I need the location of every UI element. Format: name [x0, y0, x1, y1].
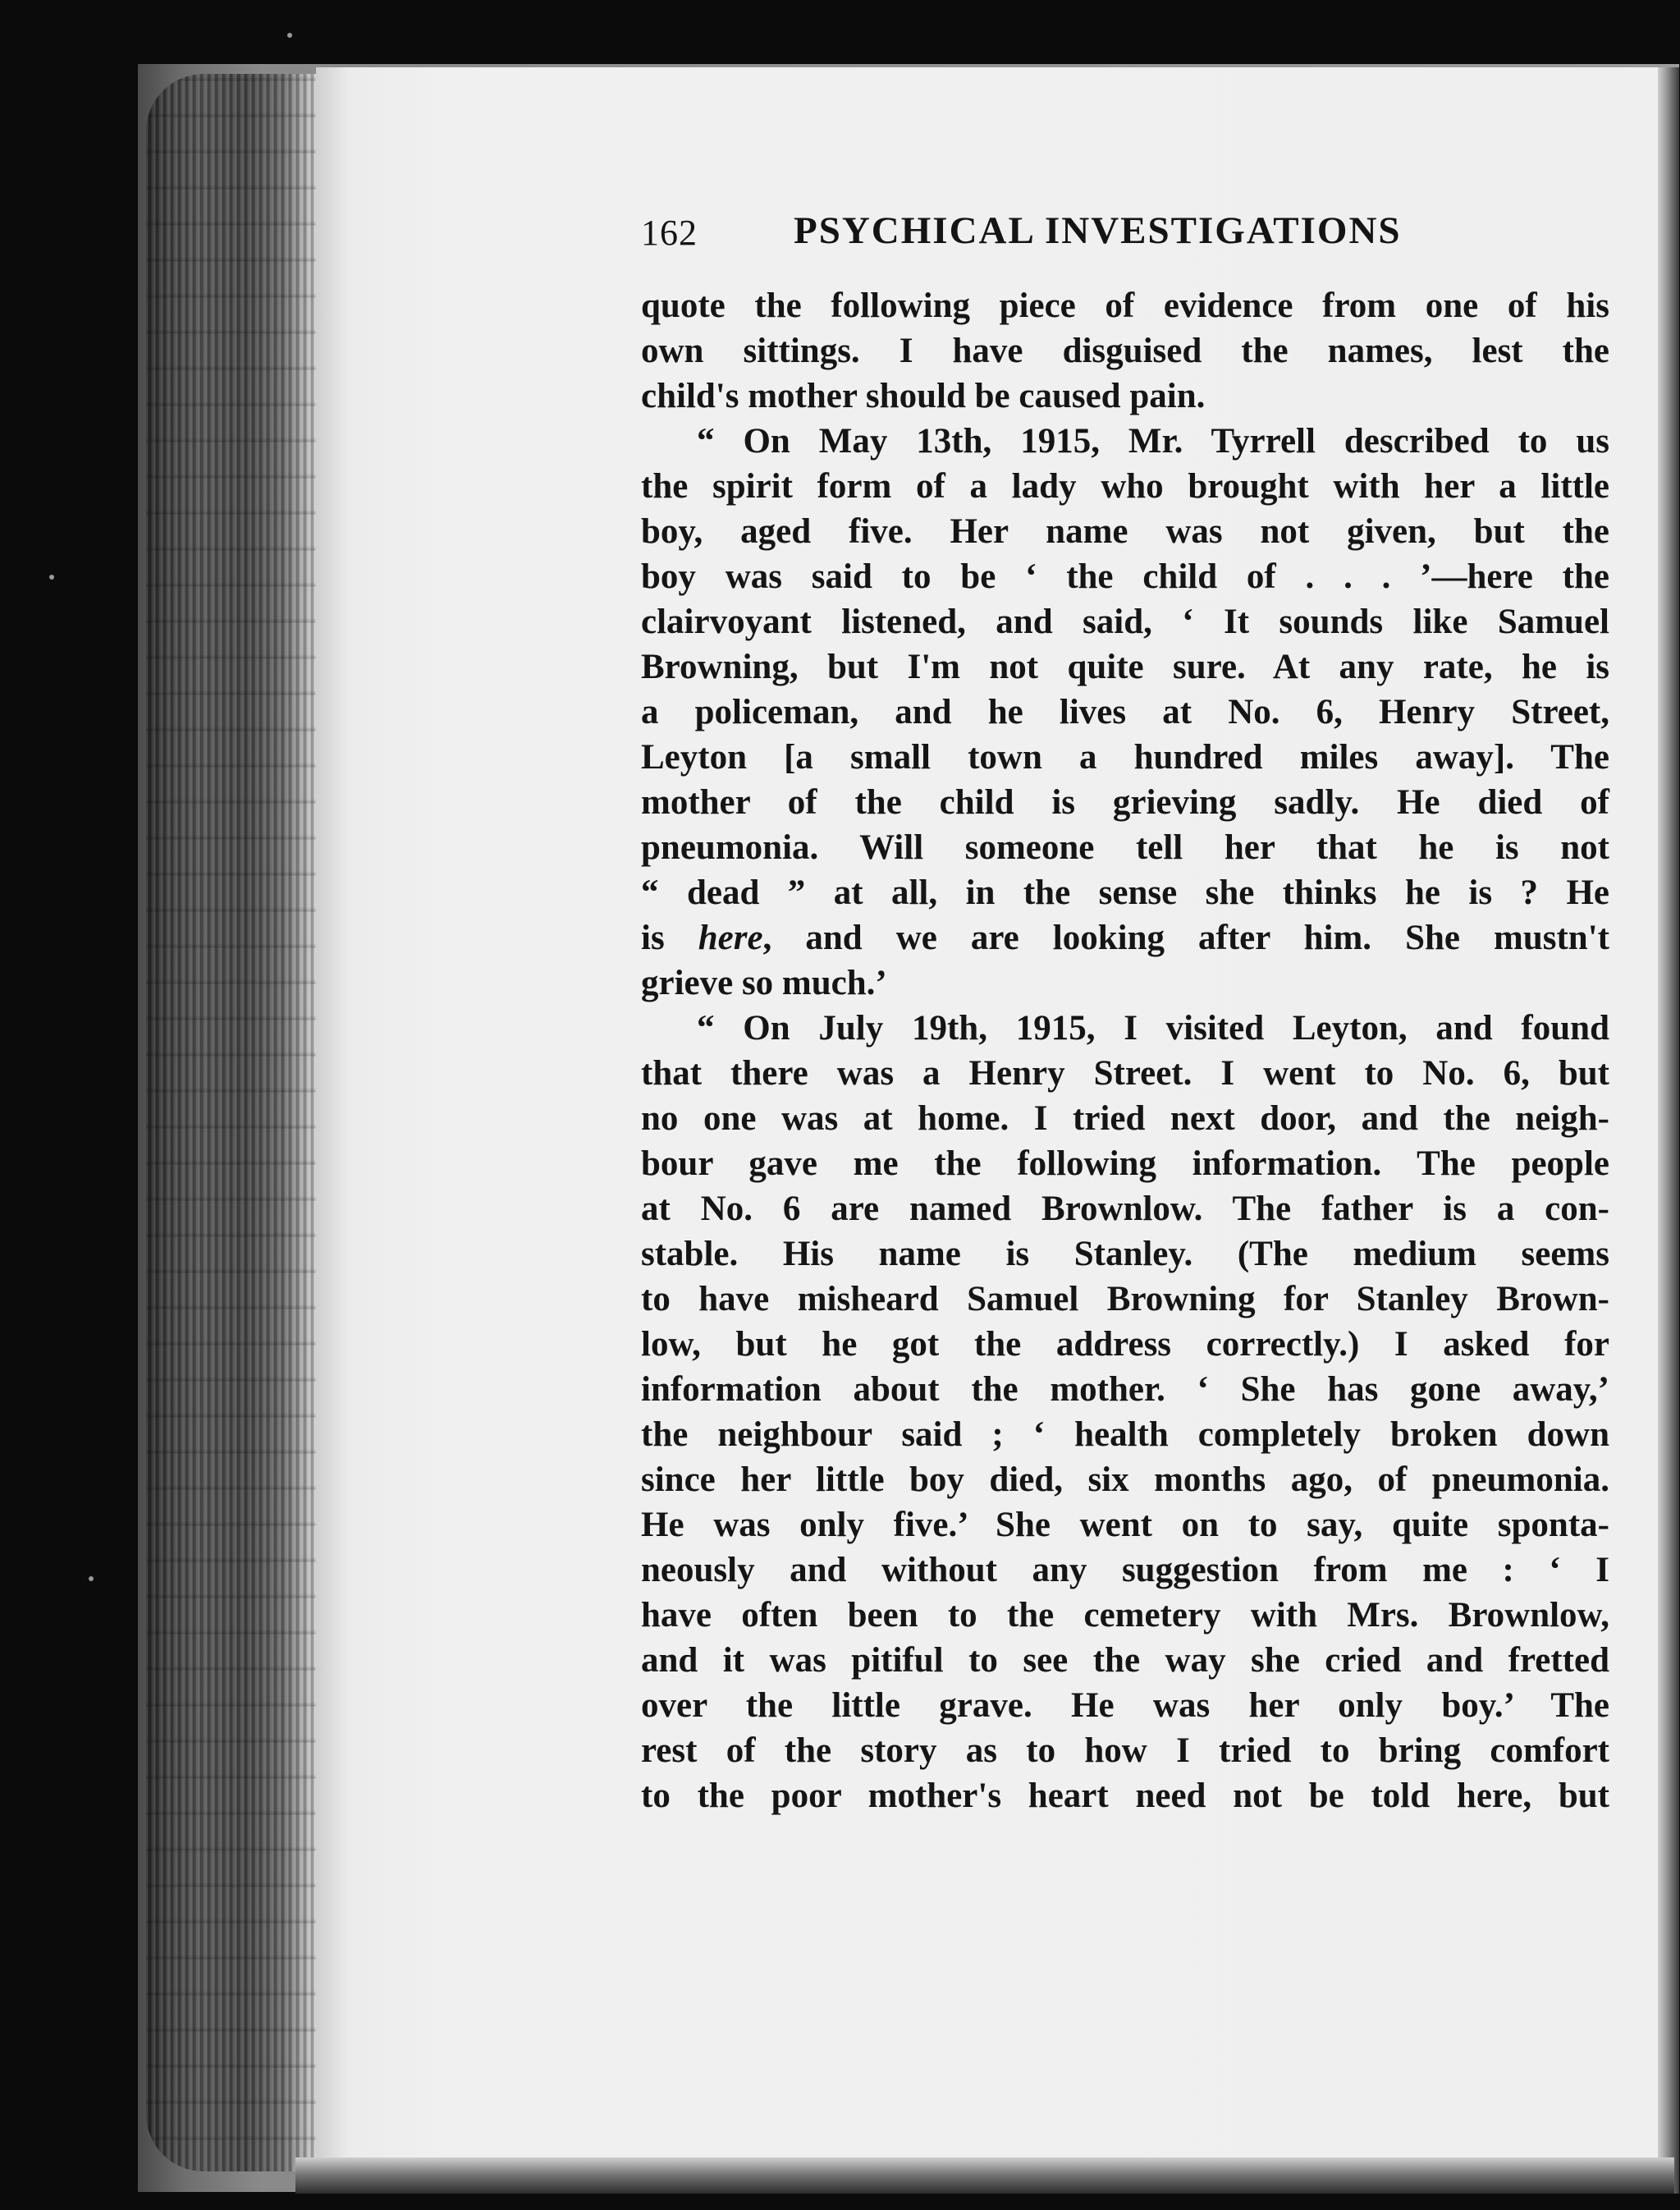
text-line: child's mother should be caused pain.	[641, 377, 1206, 415]
text-line: have often been to the cemetery with Mrs. Brownlow,	[641, 1596, 1609, 1635]
page-right-edge	[1658, 67, 1679, 2194]
running-head: PSYCHICAL INVESTIGATIONS	[794, 209, 1402, 252]
text-line: “ On May 13th, 1915, Mr. Tyrrell described to us	[697, 422, 1609, 461]
page-header	[641, 209, 1462, 274]
text-line: since her little boy died, six months ago, of pneumonia.	[641, 1460, 1609, 1499]
text-line: “ dead ” at all, in the sense she thinks he is ? He	[641, 873, 1609, 912]
dust-speck	[287, 33, 292, 38]
text-line: to have misheard Samuel Browning for Stanley Brown-	[641, 1280, 1609, 1318]
page-number: 162	[641, 213, 698, 253]
dust-speck	[49, 575, 54, 580]
text-line: bour gave me the following information. The people	[641, 1144, 1609, 1183]
text-line: over the little grave. He was her only boy.’ The	[641, 1686, 1609, 1725]
text-line: clairvoyant listened, and said, ‘ It sounds like Samuel	[641, 603, 1609, 641]
text-line: boy, aged five. Her name was not given, but the	[641, 512, 1609, 551]
text-line: at No. 6 are named Brownlow. The father is a con-	[641, 1190, 1609, 1228]
text-line: Leyton [a small town a hundred miles away]. The	[641, 738, 1609, 777]
text-line: and it was pitiful to see the way she cried and fretted	[641, 1641, 1609, 1680]
text-line: low, but he got the address correctly.) I asked for	[641, 1325, 1609, 1364]
text-line: to the poor mother's heart need not be told here, but	[641, 1777, 1609, 1815]
body-text	[641, 283, 1609, 1818]
text-line: information about the mother. ‘ She has gone away,’	[641, 1370, 1609, 1409]
text-line: Browning, but I'm not quite sure. At any rate, he is	[641, 648, 1609, 686]
text-line: “ On July 19th, 1915, I visited Leyton, and found	[697, 1009, 1609, 1048]
text-line: a policeman, and he lives at No. 6, Henry Street,	[641, 693, 1609, 731]
text-line: own sittings. I have disguised the names, lest the	[641, 332, 1609, 370]
text-line: no one was at home. I tried next door, and the neigh-	[641, 1099, 1609, 1138]
text-line: neously and without any suggestion from me : ‘ I	[641, 1551, 1609, 1589]
text-line: is here, and we are looking after him. She mustn't	[641, 919, 1609, 957]
text-line: that there was a Henry Street. I went to No. 6, but	[641, 1054, 1609, 1093]
text-line: grieve so much.’	[641, 964, 887, 1002]
text-line: the neighbour said ; ‘ health completely broken down	[641, 1415, 1609, 1454]
text-line: rest of the story as to how I tried to bring comfort	[641, 1731, 1609, 1770]
text-line: quote the following piece of evidence from one of his	[641, 287, 1609, 325]
dust-speck	[89, 1576, 94, 1581]
text-line: He was only five.’ She went on to say, quite sponta-	[641, 1506, 1609, 1544]
page-fore-edge	[146, 74, 328, 2171]
text-line: the spirit form of a lady who brought with her a little	[641, 467, 1609, 506]
text-line: stable. His name is Stanley. (The medium seems	[641, 1235, 1609, 1273]
text-line: pneumonia. Will someone tell her that he is not	[641, 828, 1609, 867]
page-bottom-edge	[295, 2157, 1674, 2194]
text-line: boy was said to be ‘ the child of . . . ’—here the	[641, 557, 1609, 596]
text-line: mother of the child is grieving sadly. He died of	[641, 783, 1609, 822]
